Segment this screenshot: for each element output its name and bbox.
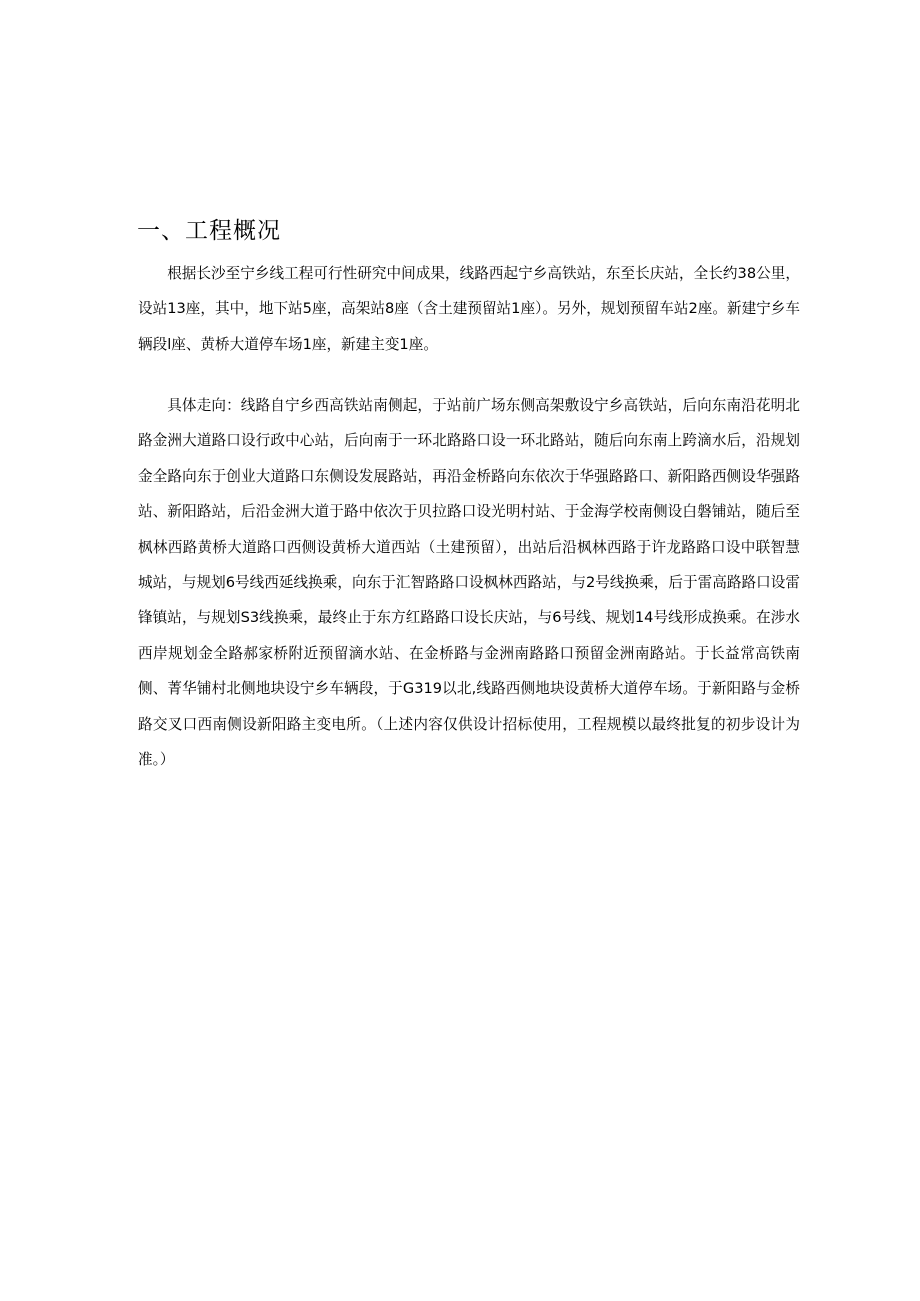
section-heading: 一、工程概况 — [137, 218, 281, 244]
overview-paragraph: 根据长沙至宁乡线工程可行性研究中间成果，线路西起宁乡高铁站，东至长庆站，全长约38公里，设站13座，其中，地下站5座，高架站8座（含土建预留站1座）。另外，规划预留车站2座。新建宁乡车辆段l座、黄桥大道停车场1座，新建主变1座。 — [138, 265, 800, 353]
route-description-paragraph: 具体走向：线路自宁乡西高铁站南侧起，于站前广场东侧高架敷设宁乡高铁站，后向东南沿花明北路金洲大道路口设行政中心站，后向南于一环北路路口设一环北路站，随后向东南上跨滴水后，沿规划金全路向东于创业大道路口东侧设发展路站，再沿金桥路向东依次于华强路路口、新阳路西侧设华强路站、新阳路站，后沿金洲大道于路中依次于贝拉路口设光明村站、于金海学校南侧设白磐铺站，随后至枫林西路黄桥大道路口西侧设黄桥大道西站（土建预留），出站后沿枫林西路于许龙路路口设中联智慧城站，与规划6号线西延线换乘，向东于汇智路路口设枫林西路站，与2号线换乘，后于雷高路路口设雷锋镇站，与规划S3线换乘，最终止于东方红路路口设长庆站，与6号线、规划14号线形成换乘。在涉水西岸规划金全路郝家桥附近预留滴水站、在金桥路与金洲南路路口预留金洲南路站。于长益常高铁南侧、菁华铺村北侧地块设宁乡车辆段，于G319以北,线路西侧地块设黄桥大道停车场。于新阳路与金桥路交叉口西南侧设新阳路主变电所。（上述内容仅供设计招标使用，工程规模以最终批复的初步设计为准。） — [138, 397, 800, 769]
